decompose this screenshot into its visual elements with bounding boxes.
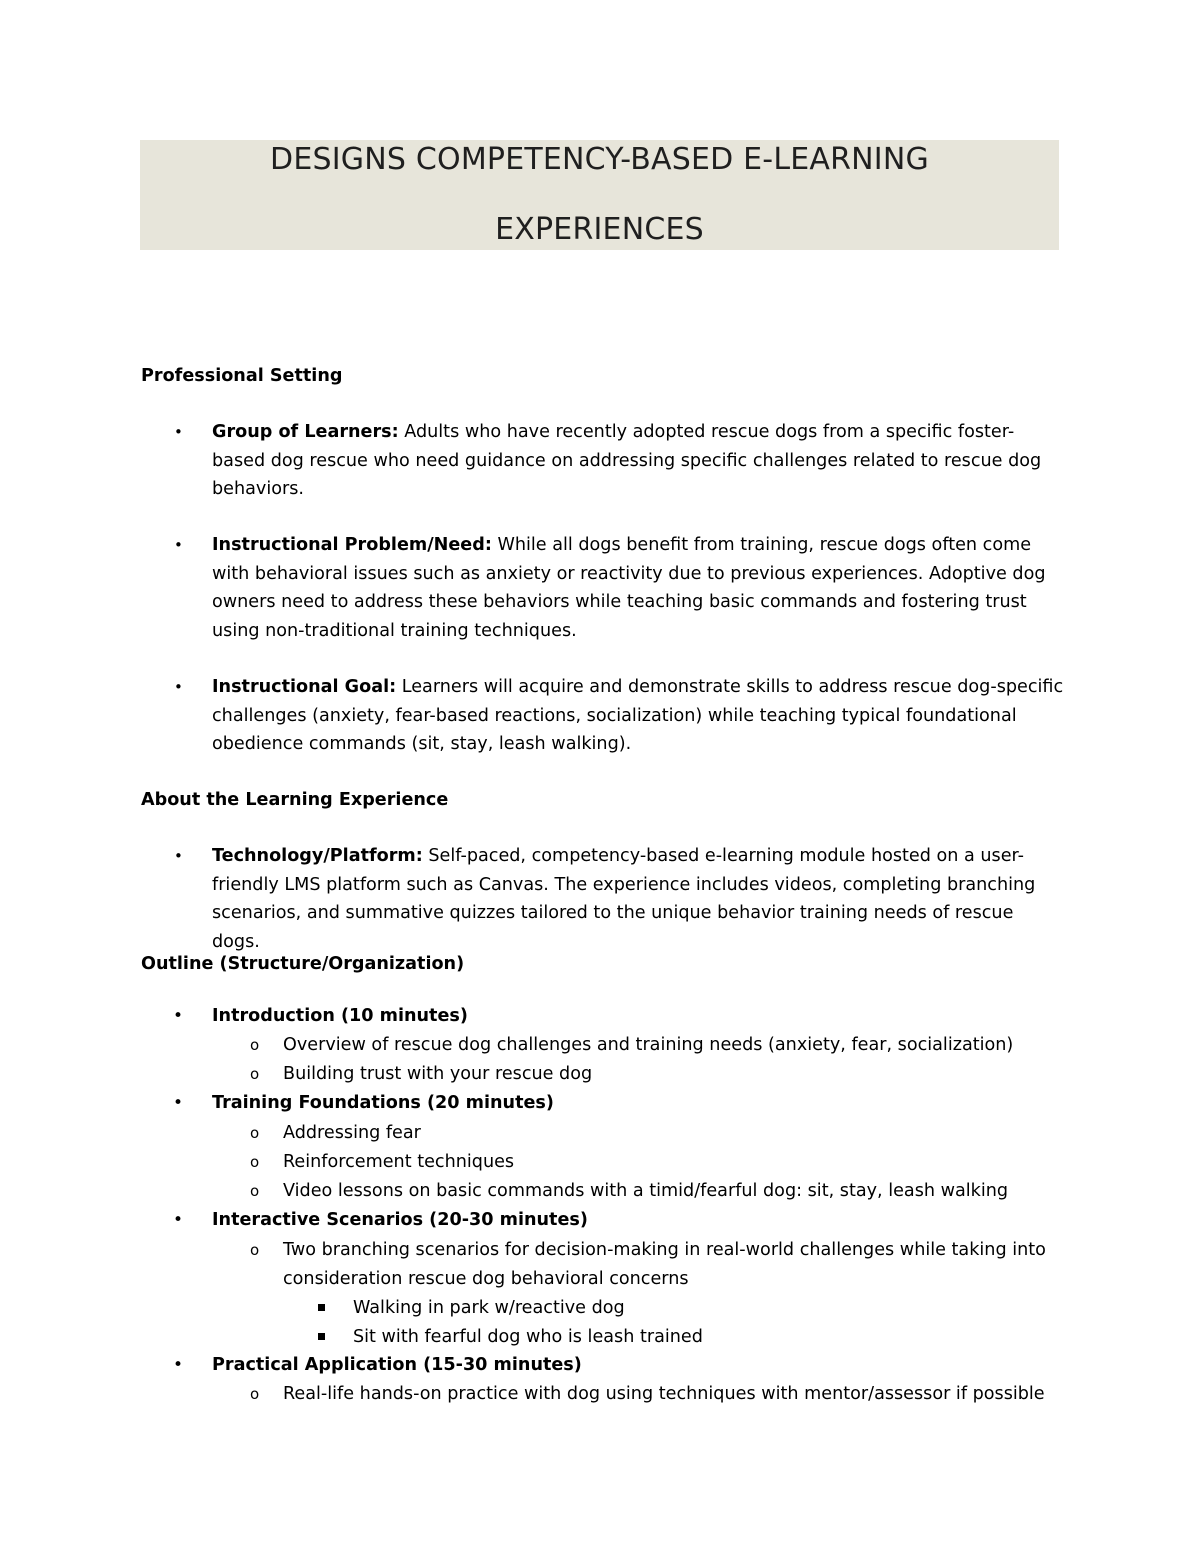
bullet-dot: • (174, 847, 183, 865)
outline-item: Two branching scenarios for decision-making in real-world challenges while taking into consideration rescue dog behavioral concerns (283, 1240, 1046, 1289)
outline-subitem: Walking in park w/reactive dog (353, 1298, 625, 1318)
bullet-dot: • (174, 678, 183, 696)
item-label: Technology/Platform: (212, 846, 423, 866)
bullet-dot: • (173, 1006, 184, 1026)
outline-section-training-foundations: Training Foundations (20 minutes) (212, 1093, 554, 1113)
outline-item: Addressing fear (283, 1123, 421, 1143)
sub-bullet: o (250, 1385, 260, 1403)
sub-bullet: o (250, 1065, 260, 1083)
outline-section-practical-application: Practical Application (15-30 minutes) (212, 1355, 582, 1375)
bullet-dot: • (173, 1355, 184, 1375)
square-bullet (318, 1304, 325, 1311)
sub-bullet: o (250, 1241, 260, 1259)
outline-section-introduction: Introduction (10 minutes) (212, 1006, 468, 1026)
item-label: Group of Learners: (212, 422, 399, 442)
outline-item: Reinforcement techniques (283, 1152, 515, 1172)
outline-item: Overview of rescue dog challenges and training needs (anxiety, fear, socialization) (283, 1035, 1014, 1055)
sub-bullet: o (250, 1153, 260, 1171)
item-label: Instructional Problem/Need: (212, 535, 492, 555)
outline-subitem: Sit with fearful dog who is leash trained (353, 1327, 703, 1347)
document-title-line-1: DESIGNS COMPETENCY-BASED E-LEARNING (270, 142, 929, 177)
list-item-group-of-learners (212, 418, 1064, 504)
item-text: While all dogs benefit from training, rescue dogs often come with behavioral issues such as anxiety or reactivity due to previous experiences. Adoptive dog owners need to address these behaviors while teaching basic commands and fostering trust using non-traditional training techniques. (212, 535, 1046, 641)
item-text: Adults who have recently adopted rescue dogs from a specific foster-based dog rescue who need guidance on addressing specific challenges related to rescue dog behaviors. (212, 422, 1042, 499)
sub-bullet: o (250, 1036, 260, 1054)
square-bullet (318, 1333, 325, 1340)
outline-item: Real-life hands-on practice with dog using techniques with mentor/assessor if possible (283, 1384, 1045, 1404)
section-heading-outline: Outline (Structure/Organization) (141, 954, 465, 974)
section-heading-professional-setting: Professional Setting (141, 366, 343, 386)
list-item-technology-platform (212, 842, 1064, 956)
bullet-dot: • (174, 423, 183, 441)
list-item-instructional-problem (212, 531, 1064, 645)
section-heading-about: About the Learning Experience (141, 790, 449, 810)
sub-bullet: o (250, 1182, 260, 1200)
outline-item: Video lessons on basic commands with a timid/fearful dog: sit, stay, leash walking (283, 1181, 1009, 1201)
sub-bullet: o (250, 1124, 260, 1142)
title-banner (140, 140, 1059, 250)
document-title-line-2: EXPERIENCES (495, 212, 704, 247)
bullet-dot: • (173, 1210, 184, 1230)
bullet-dot: • (173, 1093, 184, 1113)
outline-item: Building trust with your rescue dog (283, 1064, 593, 1084)
item-text: Self-paced, competency-based e-learning module hosted on a user-friendly LMS platform such as Canvas. The experience includes videos, completing branching scenarios, and summative quizzes tailored to the unique behavior training needs of rescue dogs. (212, 846, 1036, 952)
bullet-dot: • (174, 536, 183, 554)
item-label: Instructional Goal: (212, 677, 397, 697)
outline-section-interactive-scenarios: Interactive Scenarios (20-30 minutes) (212, 1210, 588, 1230)
item-text: Learners will acquire and demonstrate skills to address rescue dog-specific challenges (anxiety, fear-based reactions, socialization) while teaching typical foundational obedience commands (sit, stay, leash walking). (212, 677, 1064, 754)
list-item-instructional-goal (212, 673, 1064, 759)
